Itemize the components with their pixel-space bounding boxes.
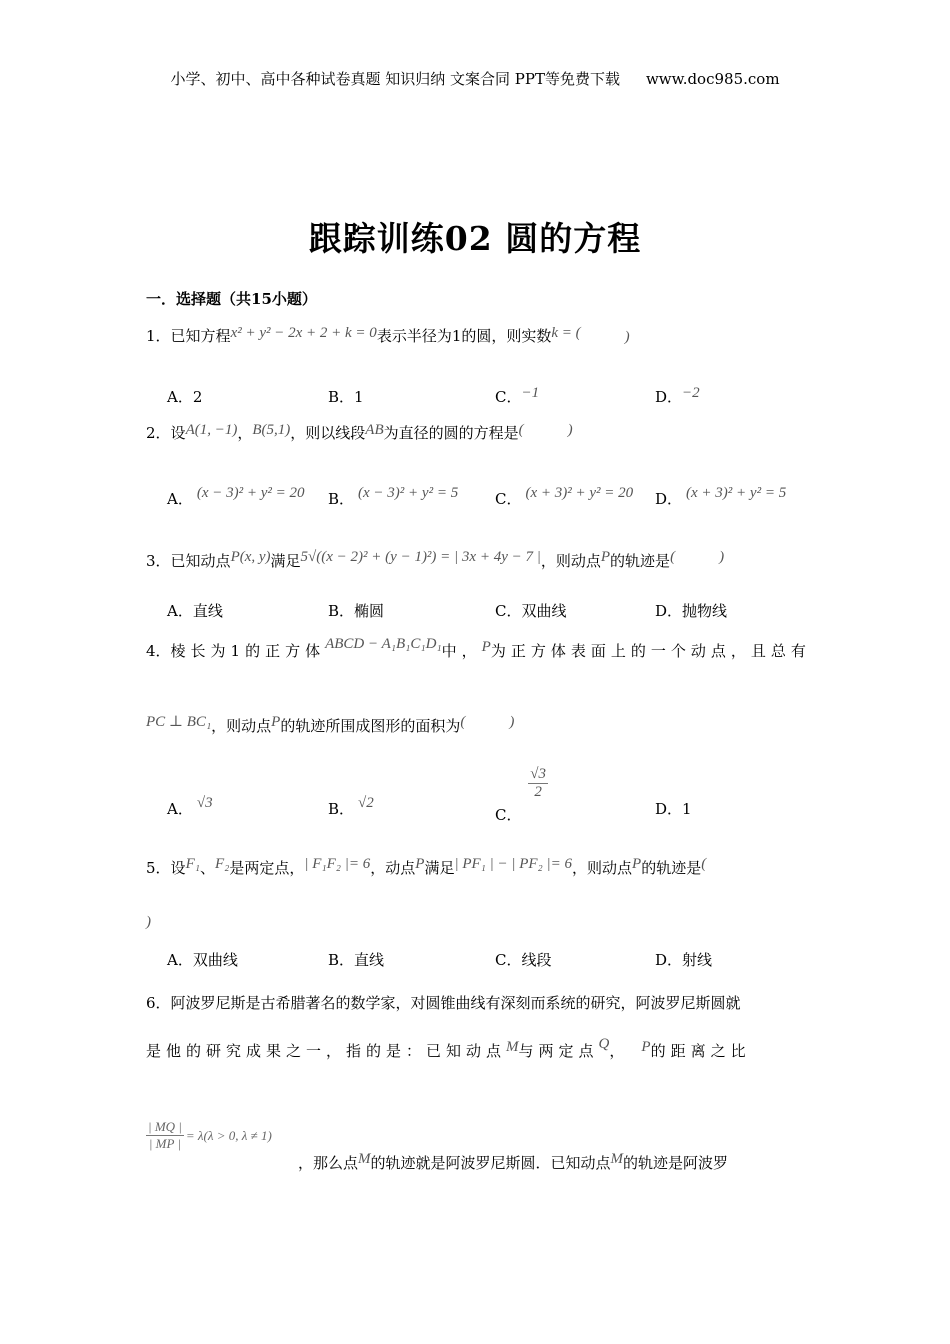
- q1-equation: x² + y² − 2x + 2 + k = 0: [230, 325, 377, 341]
- q5-option-a[interactable]: A．双曲线: [167, 951, 238, 969]
- q3-condition: 5√((x − 2)² + (y − 1)²) = | 3x + 4y − 7 |: [300, 549, 541, 565]
- q4-option-b[interactable]: B． √2: [328, 795, 374, 818]
- q4-option-d[interactable]: D．1: [655, 800, 692, 818]
- question-4-line-2: PC ⊥ BC₁，则动点P的轨迹所围成图形的面积为( ): [146, 714, 515, 735]
- question-1: 1．已知方程x² + y² − 2x + 2 + k = 0表示半径为1的圆，则实数k = ( ): [146, 325, 630, 345]
- question-2: 2．设A(1, −1)，B(5,1)，则以线段AB为直径的圆的方程是( ): [146, 422, 573, 442]
- question-6-line-2: 是他的研究成果之一，指的是：已知动点M与两定点Q， P的距离之比: [146, 1036, 751, 1060]
- question-5: 5．设F₁、F₂是两定点，| F₁F₂ |= 6，动点P满足| PF₁ | − | PF₂ |= 6，则动点P的轨迹是(: [146, 856, 707, 877]
- banner-text: 小学、初中、高中各种试卷真题 知识归纳 文案合同 PPT等免费下载: [170, 70, 620, 88]
- q1-option-b[interactable]: B．1: [328, 388, 364, 406]
- question-4: 4．棱长为1的正方体ABCD − A₁B₁C₁D₁中，P为正方体表面上的一个动点，且总有: [146, 636, 811, 660]
- q1-option-a[interactable]: A．2: [167, 388, 203, 406]
- question-5-close: ): [146, 914, 151, 930]
- q3-option-b[interactable]: B．椭圆: [328, 602, 385, 620]
- q1-option-c[interactable]: C．−1: [495, 385, 540, 406]
- page-title: 跟踪训练02 圆的方程: [308, 219, 642, 258]
- apollonius-ratio: $\frac{| MQ |}{| MP |}$ = λ(λ > 0, λ ≠ 1): [148, 1119, 272, 1151]
- q2-option-d[interactable]: D． (x + 3)² + y² = 5: [655, 485, 787, 508]
- q3-option-c[interactable]: C．双曲线: [495, 602, 567, 620]
- banner-site[interactable]: www.doc985.com: [645, 70, 780, 88]
- site-banner: [0, 68, 950, 89]
- q2-option-b[interactable]: B． (x − 3)² + y² = 5: [328, 485, 459, 508]
- q5-option-c[interactable]: C．线段: [495, 951, 552, 969]
- q3-option-a[interactable]: A．直线: [167, 602, 223, 620]
- q5-option-b[interactable]: B．直线: [328, 951, 385, 969]
- question-6: 6．阿波罗尼斯是古希腊著名的数学家，对圆锥曲线有深刻而系统的研究，阿波罗尼斯圆就: [146, 994, 741, 1012]
- q3-option-d[interactable]: D．抛物线: [655, 602, 728, 620]
- question-6-line-3: ，那么点M的轨迹就是阿波罗尼斯圆．已知动点M的轨迹是阿波罗: [298, 1151, 729, 1172]
- q4-option-c[interactable]: C． $\frac{√3}{2}$: [495, 766, 546, 824]
- q4-option-a[interactable]: A． √3: [167, 795, 213, 818]
- q2-option-c[interactable]: C． (x + 3)² + y² = 20: [495, 485, 634, 508]
- q1-option-d[interactable]: D．−2: [655, 385, 700, 406]
- q2-option-a[interactable]: A． (x − 3)² + y² = 20: [167, 485, 305, 508]
- q5-option-d[interactable]: D．射线: [655, 951, 713, 969]
- section-heading: 一．选择题（共15小题）: [146, 290, 317, 308]
- question-3: 3．已知动点P(x, y)满足5√((x − 2)² + (y − 1)²) = | 3x + 4y − 7 |，则动点P的轨迹是( ): [146, 549, 725, 570]
